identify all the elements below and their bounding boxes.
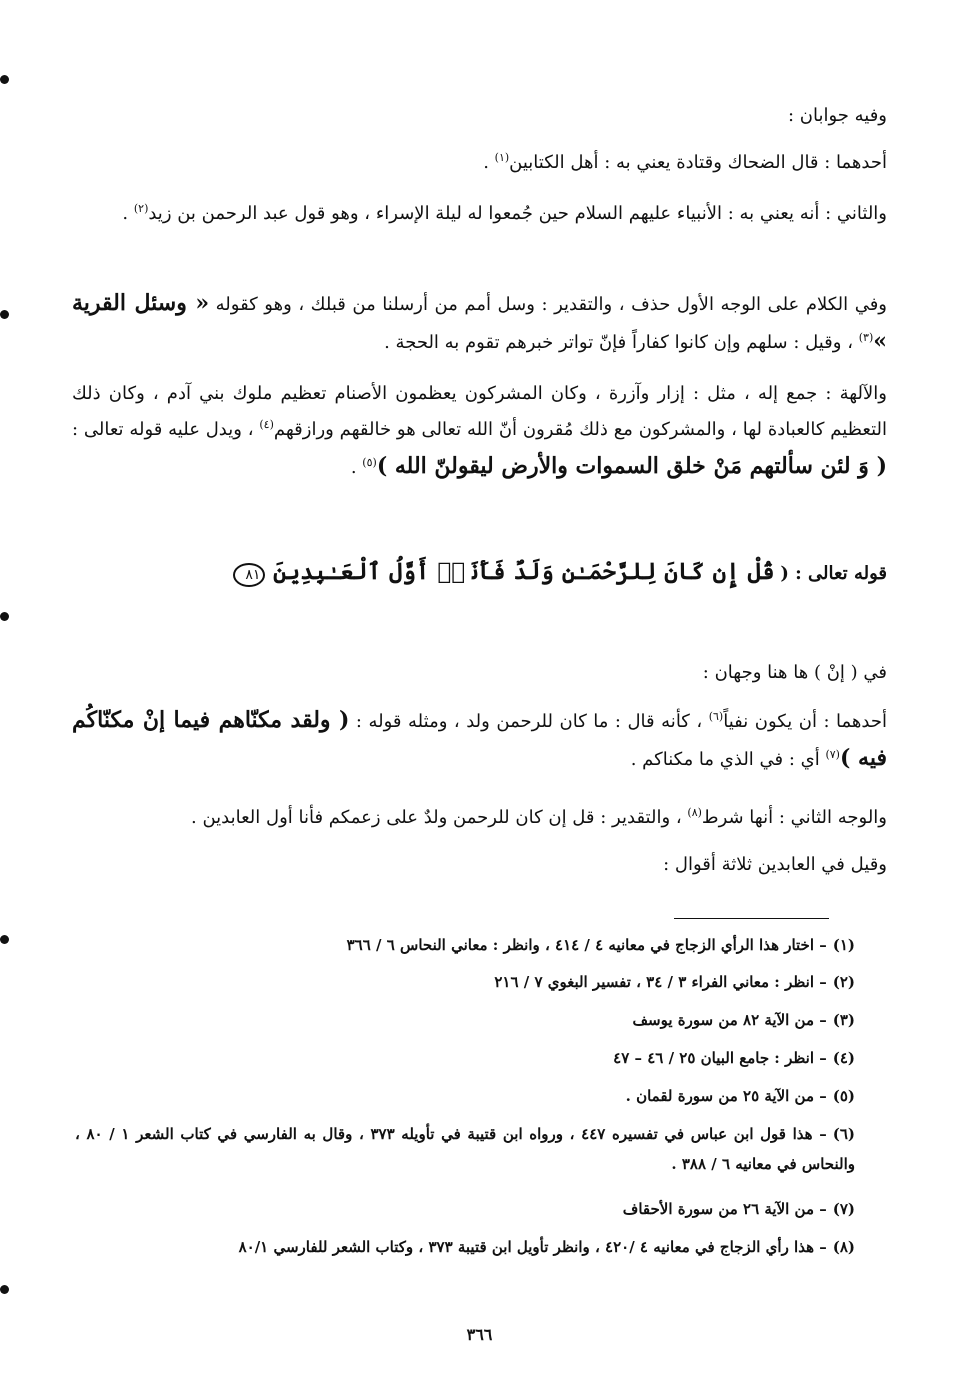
footnote-text: – من الآية ٨٢ من سورة يوسف [632,1011,827,1029]
paragraph [72,702,887,778]
paragraph-text: . [350,457,363,478]
margin-dot [0,75,9,84]
quran-quote: « وسئل القرية » [72,290,887,354]
paragraph-text: أحدهما : أن يكون نفياً [723,711,887,732]
footnote-number: (٣) [832,1011,855,1029]
paragraph-text: والثاني : أنه يعني به : الأنبياء عليهم السلام حين جُمعوا له ليلة الإسراء ، وهو قول عبد الرحمن بن زيد [148,203,887,224]
footnote [75,1119,855,1179]
paragraph [72,655,887,691]
paragraph-text: في ( إنْ ) ها هنا وجهان : [702,662,887,683]
footnote-number: (٥) [832,1087,855,1105]
footnote-number: (١) [832,936,855,954]
paragraph-text: وفي الكلام على الوجه الأول حذف ، والتقدير : وسل أمم من أرسلنا من قبلك ، وهو كقوله [209,294,888,315]
paragraph-text: والوجه الثاني : أنها شرط [701,807,887,828]
verse-text: قُلْ إِن كَانَ لِلرَّحْمَـٰنِ وَلَدٌ فَأَنَا۠ أَوَّلُ ٱلْعَـٰبِدِينَ [273,558,775,585]
paragraph [72,145,887,181]
paragraph [72,196,887,232]
footnote [75,1194,855,1224]
quran-quote: ( وَ لئن سألتهم مَنْ خلق السموات والأرض ليقولنّ الله ) [376,453,887,479]
footnote-number: (٢) [832,973,855,991]
margin-dot [0,935,9,944]
footnote-separator [674,918,829,919]
paragraph-text: وقيل في العابدين ثلاثة أقوال : [663,854,887,875]
ayah-number-badge: ٨١ [233,563,265,587]
paragraph-text: والآلهة : جمع إله ، مثل : إزار وآزرة ، وكان المشركون يعظمون الأصنام تعظيم ملوك بني آدم ، وكان ذلك التعظيم كالعبادة لها ، والمشركون مع ذلك مُقرون أنّ الله تعالى هو خالقهم ورازقهم [72,383,887,440]
paragraph-text: أي : في الذي ما مكناكم . [630,749,826,770]
quran-quote: ( ولقد مكنّاهم فيما إنْ مكنّاكُم فيه ) [72,707,887,771]
paragraph [72,376,887,486]
footnote [75,967,855,997]
footnote [75,1232,855,1262]
paragraph-text: ، والتقدير : قل إن كان للرحمن ولدٌ على زعمكم فأنا أول العابدين . [191,807,688,828]
footnote-ref: (١) [494,151,510,164]
footnote [75,1081,855,1111]
footnote-text: – اختار هذا الرأي الزجاج في معانيه ٤ / ٤١٤ ، وانظر : معاني النحاس ٦ / ٣٦٦ [346,936,827,954]
verse-lead: قوله تعالى : ( [780,563,887,584]
footnote-ref: (٤) [259,418,274,431]
footnote-ref: (٢) [133,202,149,215]
footnote-text: – انظر : معاني الفراء ٣ / ٣٤ ، تفسير البغوي ٧ / ٢١٦ [494,973,827,991]
paragraph-text: . [483,152,495,173]
verse-heading [72,550,887,596]
paragraph-text: . [122,203,134,224]
footnote-number: (٦) [832,1125,855,1143]
margin-dot [0,310,9,319]
paragraph-text: ، وقيل : سلهم وإن كانوا كفاراً فإنّ تواتر خبرهم تقوم به الحجة . [384,332,859,353]
paragraph-text: وفيه جوابان : [787,105,887,126]
footnote-number: (٧) [832,1200,855,1218]
footnote-text: – من الآية ٢٦ من سورة الأحقاف [622,1200,827,1218]
footnote [75,930,855,960]
margin-dot [0,1285,9,1294]
footnote-ref: (٧) [825,748,840,761]
footnote-ref: (٥) [362,456,377,469]
footnote [75,1005,855,1035]
footnote-text: – هذا رأي الزجاج في معانيه ٤ /٤٢٠ ، وانظر تأويل ابن قتيبة ٣٧٣ ، وكتاب الشعر للفارسي ٨٠/١ [238,1238,827,1256]
footnote-text: – هذا قول ابن عباس في تفسيره ٤٤٧ ، ورواه ابن قتيبة في تأويله ٣٧٣ ، وقال به الفارسي في كتاب الشعر ١ / ٨٠ ، والنحاس في معانيه ٦ / ٣٨٨ . [75,1125,855,1173]
footnote [75,1043,855,1073]
paragraph-text: ، كأنه قال : ما كان للرحمن ولد ، ومثله قوله : [349,711,709,732]
footnote-number: (٤) [832,1049,855,1067]
footnote-ref: (٣) [858,331,874,344]
page-number: ٣٦٦ [466,1325,493,1344]
margin-dot [0,612,9,621]
paragraph [72,800,887,836]
paragraph [72,847,887,883]
footnote-ref: (٨) [687,806,702,819]
footnote-ref: (٦) [708,710,724,723]
paragraph [72,98,887,134]
paragraph-text: ، ويدل عليه قوله تعالى : [72,419,260,440]
paragraph-text: أحدهما : قال الضحاك وقتادة يعني به : أهل الكتابين [509,152,887,173]
footnote-number: (٨) [832,1238,855,1256]
paragraph [72,285,887,361]
footnote-text: – من الآية ٢٥ من سورة لقمان . [625,1087,827,1105]
footnote-text: – انظر : جامع البيان ٢٥ / ٤٦ – ٤٧ [613,1049,827,1067]
